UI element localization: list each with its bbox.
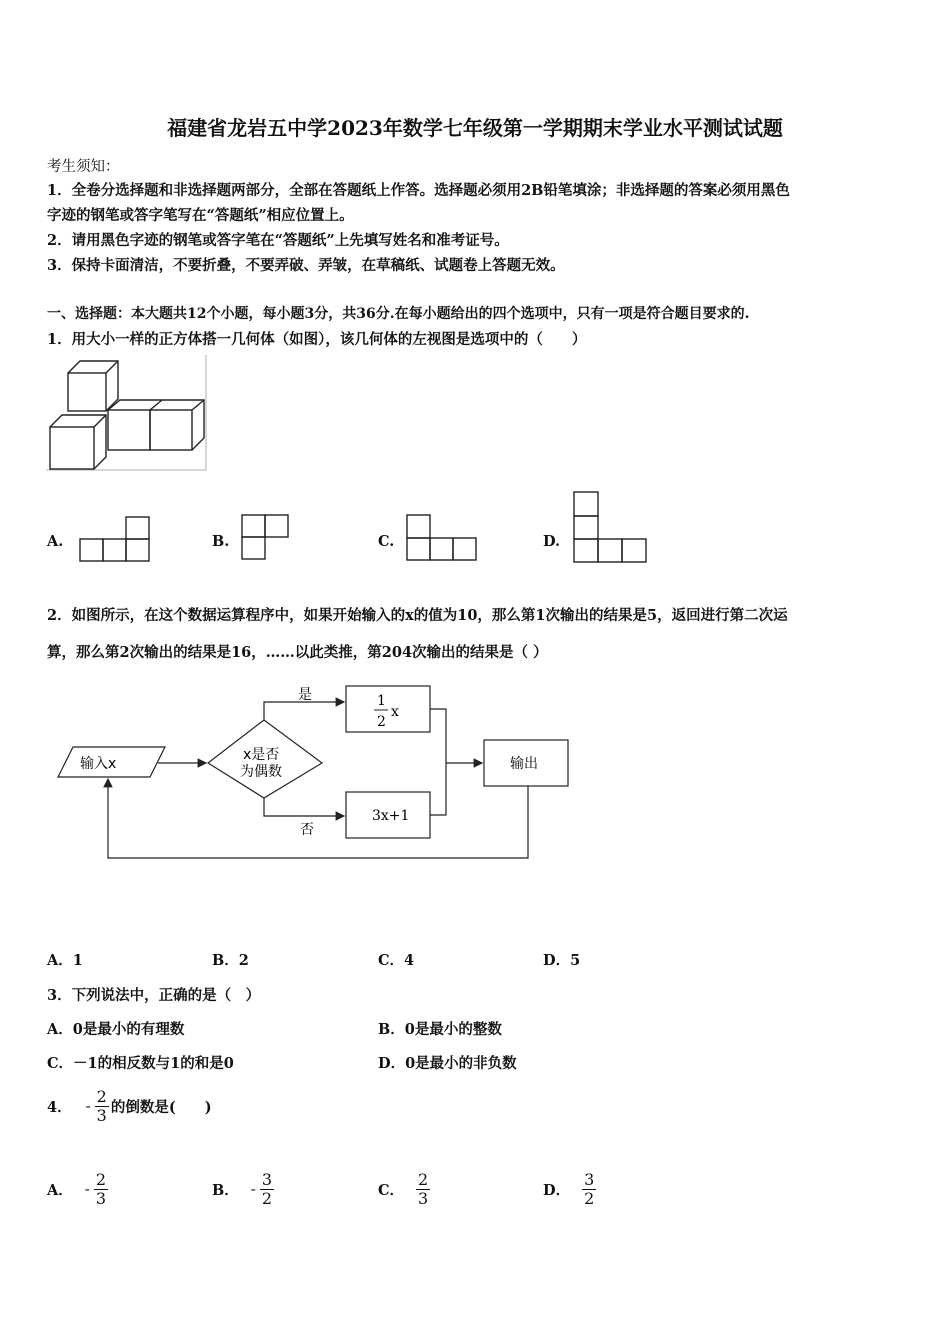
- flow-half-num: 1: [377, 693, 386, 709]
- q4-frac-num: 2: [96, 1086, 107, 1106]
- page-title: 福建省龙岩五中学2023年数学七年级第一学期期末学业水平测试试题: [167, 116, 783, 140]
- q4-option-d-num: 3: [584, 1169, 595, 1189]
- notice-line-3: 3．保持卡面清洁，不要折叠，不要弄破、弄皱，在草稿纸、试题卷上答题无效。: [47, 257, 565, 274]
- q1-option-d-figure: [572, 490, 648, 564]
- notice-line-1b: 字迹的钢笔或答字笔写在“答题纸”相应位置上。: [47, 207, 354, 224]
- q4-option-a-sign: -: [84, 1180, 90, 1198]
- q1-cube-figure: [46, 355, 211, 473]
- q4-option-b-sign: -: [250, 1180, 256, 1198]
- q4-option-d-label: D．: [543, 1181, 571, 1199]
- notice-line-1a: 1．全卷分选择题和非选择题两部分，全部在答题纸上作答。选择题必须用2B铅笔填涂；非选择题的答案必须用黑色: [47, 182, 790, 199]
- q1-option-a-figure: [78, 515, 152, 563]
- q4-option-c-label: C．: [378, 1181, 405, 1199]
- q2-option-a[interactable]: A．1: [47, 952, 83, 969]
- flow-half-var: x: [391, 704, 399, 720]
- q4-option-d-fraction: [582, 1171, 596, 1208]
- q4-option-b-num: 3: [261, 1169, 273, 1189]
- q4-option-a-num: 2: [95, 1169, 107, 1189]
- q4-sign: -: [85, 1097, 91, 1115]
- notice-line-2: 2．请用黑色字迹的钢笔或答字笔在“答题纸”上先填写姓名和准考证号。: [47, 232, 509, 249]
- q1-option-d-label[interactable]: D.: [543, 533, 561, 550]
- question-4: [47, 1084, 212, 1128]
- q1-option-c-label[interactable]: C.: [378, 533, 395, 550]
- q4-option-c-den: 3: [418, 1188, 429, 1208]
- q3-option-d[interactable]: D．0是最小的非负数: [378, 1055, 517, 1072]
- notice-heading: 考生须知：: [47, 159, 120, 175]
- flow-output-label: 输出: [510, 756, 538, 772]
- q1-option-b-label[interactable]: B.: [212, 533, 230, 550]
- q4-option-b-label: B．: [212, 1181, 239, 1199]
- flow-input-label: 输入x: [80, 756, 117, 772]
- q4-option-a[interactable]: [47, 1167, 108, 1211]
- q4-option-d-den: 2: [584, 1188, 595, 1208]
- q4-option-c-num: 2: [418, 1169, 429, 1189]
- question-2-line-1: 2．如图所示，在这个数据运算程序中，如果开始输入的x的值为10，那么第1次输出的结果是5，返回进行第二次运: [47, 607, 788, 624]
- q4-number: 4．: [47, 1098, 72, 1116]
- q4-option-a-fraction: [94, 1171, 108, 1208]
- flow-yes-label: 是: [298, 687, 312, 703]
- q4-option-b[interactable]: [212, 1167, 274, 1211]
- q1-option-c-figure: [405, 513, 480, 563]
- question-2-line-2: 算，那么第2次输出的结果是16，……以此类推，第204次输出的结果是（ ）: [47, 644, 548, 661]
- q4-frac-den: 3: [96, 1105, 107, 1125]
- flow-no-label: 否: [300, 822, 314, 838]
- q3-option-a[interactable]: A．0是最小的有理数: [47, 1021, 185, 1038]
- question-1-text: 1．用大小一样的正方体搭一几何体（如图），该几何体的左视图是选项中的（ ）: [47, 331, 587, 348]
- q1-option-b-figure: [240, 513, 292, 561]
- q4-tail: 的倒数是( ): [110, 1098, 212, 1116]
- section-heading: 一、选择题：本大题共12个小题，每小题3分，共36分.在每小题给出的四个选项中，只有一项是符合题目要求的.: [47, 306, 750, 322]
- q3-option-b[interactable]: B．0是最小的整数: [378, 1021, 502, 1038]
- q4-option-b-fraction: [260, 1171, 274, 1208]
- q4-option-c-fraction: [416, 1171, 430, 1208]
- q3-option-c[interactable]: C．－1的相反数与1的和是0: [47, 1055, 234, 1072]
- q2-option-c[interactable]: C．4: [378, 952, 415, 969]
- q4-option-d[interactable]: [543, 1167, 596, 1211]
- flow-half-den: 2: [377, 714, 386, 730]
- q1-option-a-label[interactable]: A.: [47, 533, 64, 550]
- flow-cond-line2: 为偶数: [240, 764, 282, 780]
- q2-option-d[interactable]: D．5: [543, 952, 581, 969]
- flow-cond-line1: x是否: [243, 747, 280, 763]
- q4-option-b-den: 2: [261, 1188, 273, 1208]
- q4-option-a-den: 3: [95, 1188, 107, 1208]
- q4-fraction: [95, 1088, 109, 1125]
- flow-odd-label: 3x+1: [372, 808, 410, 824]
- q2-option-b[interactable]: B．2: [212, 952, 249, 969]
- flow-half-box: [346, 686, 430, 732]
- q2-flowchart: [50, 680, 590, 870]
- q4-option-c[interactable]: [378, 1167, 430, 1211]
- q4-option-a-label: A．: [47, 1181, 73, 1199]
- question-3-text: 3．下列说法中，正确的是（ ）: [47, 987, 261, 1004]
